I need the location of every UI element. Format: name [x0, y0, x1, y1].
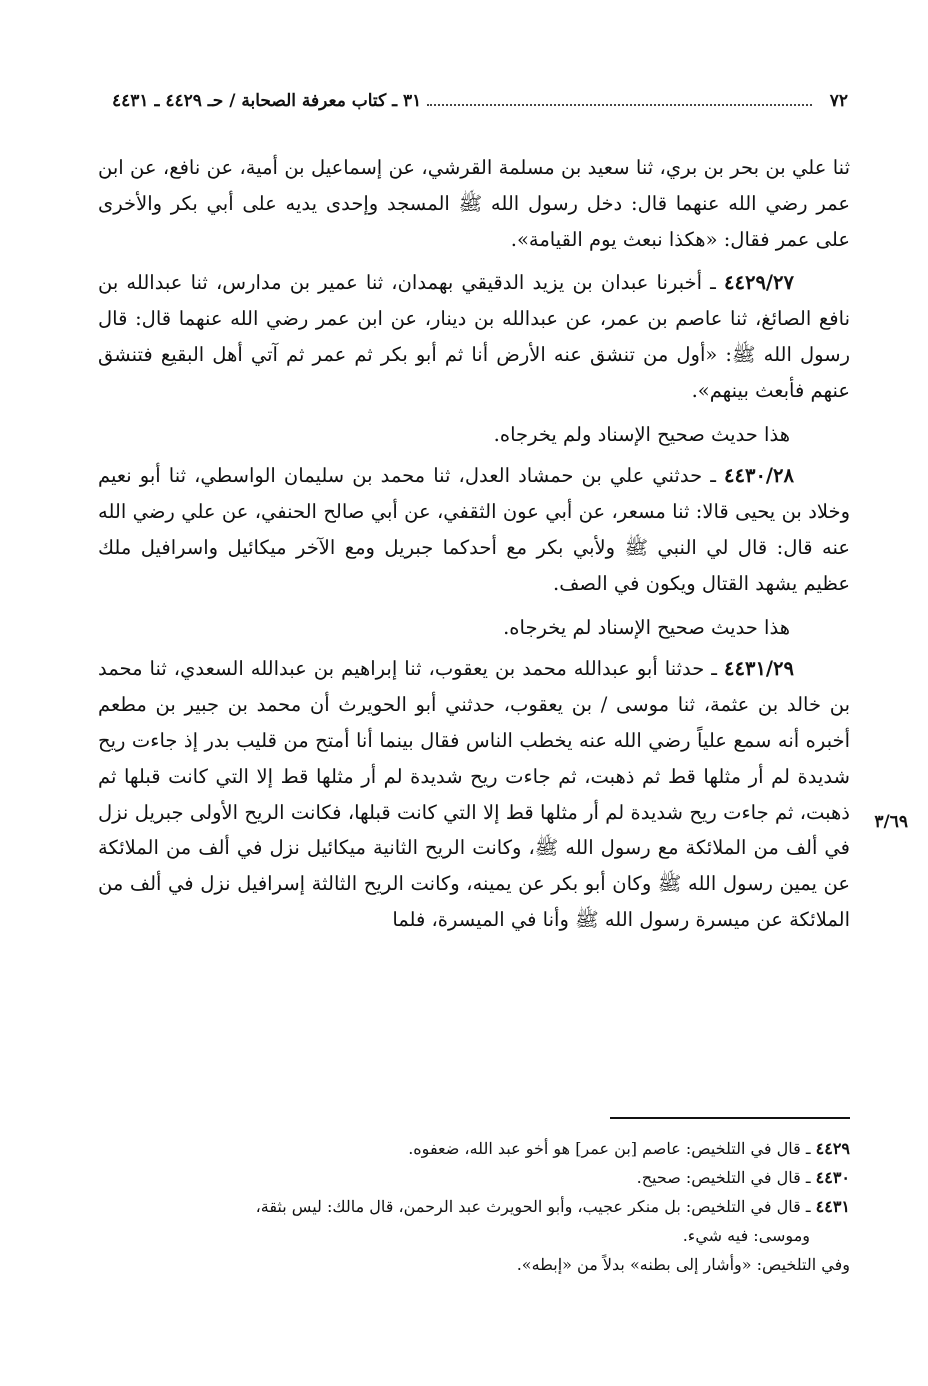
paragraph-text: ـ حدثنا أبو عبدالله محمد بن يعقوب، ثنا إبراهيم بن عبدالله السعدي، ثنا محمد بن خالد بن عثمة، ثنا موسى / بن يعقوب، حدثني أبو الحويرث أن محمد بن جبير بن مطعم أخبره أنه سمع علياً رضي الله عنه يخطب الناس فقال بينما أنا أمتح من قليب بدر إذ جاءت ريح شديدة لم أر مثلها قط ثم ذهبت، ثم جاءت ريح شديدة لم أر مثلها قط إلا التي كانت قبلها ثم ذهبت، ثم جاءت ريح شديدة لم أر مثلها قط إلا التي كانت قبلها، فكانت الريح الأولى جبريل نزل في ألف من الملائكة مع رسول الله ﷺ، وكانت الريح الثانية ميكائيل نزل في ألف من الملائكة عن يمين رسول الله ﷺ وكان أبو بكر عن يمينه، وكانت الريح الثالثة إسرافيل نزل في ألف من الملائكة عن ميسرة رسول الله ﷺ وأنا في الميسرة، فلما: [98, 657, 850, 931]
footnote-4431: [98, 1192, 850, 1221]
footnote-text: وفي التلخيص: «وأشار إلى بطنه» بدلاً من «إبطه».: [516, 1255, 850, 1274]
footnote-4429: [98, 1134, 850, 1163]
footnote-number: ٤٤٢٩: [815, 1139, 850, 1158]
hadith-number: ٤٤٣١/٢٩: [724, 657, 794, 681]
footnote-text: ـ قال في التلخيص: عاصم [بن عمر] هو أخو عبد الله، ضعفوه.: [408, 1139, 816, 1158]
paragraph-text: هذا حديث صحيح الإسناد لم يخرجاه.: [503, 615, 790, 639]
margin-reference: ٣/٦٩: [874, 812, 908, 832]
footnote-text: ـ قال في التلخيص: بل منكر عجيب، وأبو الحويرث عبد الرحمن، قال مالك: ليس بثقة،: [255, 1197, 816, 1216]
footnote-continuation: [98, 1250, 850, 1279]
hadith-4430: [98, 458, 850, 601]
footnotes: [98, 1134, 850, 1279]
grading-note: [98, 417, 850, 453]
footnote-text: ـ قال في التلخيص: صحيح.: [636, 1168, 816, 1187]
footnote-divider: [610, 1117, 850, 1119]
hadith-4429: [98, 265, 850, 408]
dotted-leader: [427, 104, 811, 106]
hadith-number: ٤٤٣٠/٢٨: [724, 464, 794, 488]
paragraph-text: ثنا علي بن بحر بن بري، ثنا سعيد بن مسلمة القرشي، عن إسماعيل بن أمية، عن نافع، عن ابن عمر رضي الله عنهما قال: دخل رسول الله ﷺ المسجد وإحدى يديه على أبي بكر والأخرى على عمر فقال: «هكذا نبعث يوم القيامة».: [98, 156, 850, 251]
paragraph-text: ـ أخبرنا عبدان بن يزيد الدقيقي بهمدان، ثنا عمير بن مدارس، ثنا عبدالله بن نافع الصائغ، ثنا عاصم بن عمر، عن عبدالله بن دينار، عن ابن عمر رضي الله عنهما قال: قال رسول الله ﷺ: «أول من تنشق عنه الأرض أنا ثم أبو بكر ثم عمر ثم آتي أهل البقيع فتنشق عنهم فأبعث بينهم».: [98, 271, 850, 402]
footnote-number: ٤٤٣٠: [815, 1168, 850, 1187]
footnote-text: وموسى: فيه شيء.: [682, 1226, 810, 1245]
running-header: [112, 84, 848, 118]
hadith-4431: [98, 651, 850, 937]
main-text: [98, 150, 850, 946]
paragraph-text: هذا حديث صحيح الإسناد ولم يخرجاه.: [493, 422, 790, 446]
header-title: ٣١ ـ كتاب معرفة الصحابة / حـ ٤٤٢٩ ـ ٤٤٣١: [112, 91, 422, 111]
paragraph-continuation: [98, 150, 850, 257]
grading-note: [98, 610, 850, 646]
footnote-continuation: [98, 1221, 850, 1250]
footnote-number: ٤٤٣١: [815, 1197, 850, 1216]
paragraph-text: ـ حدثني علي بن حمشاد العدل، ثنا محمد بن سليمان الواسطي، ثنا أبو نعيم وخلاد بن يحيى قالا: ثنا مسعر، عن أبي عون الثقفي، عن أبي صالح الحنفي، عن علي رضي الله عنه قال: قال لي النبي ﷺ ولأبي بكر مع أحدكما جبريل ومع الآخر ميكائيل واسرافيل ملك عظيم يشهد القتال ويكون في الصف.: [98, 464, 850, 595]
hadith-number: ٤٤٢٩/٢٧: [724, 271, 794, 295]
page-number: ٧٢: [829, 91, 848, 111]
footnote-4430: [98, 1163, 850, 1192]
